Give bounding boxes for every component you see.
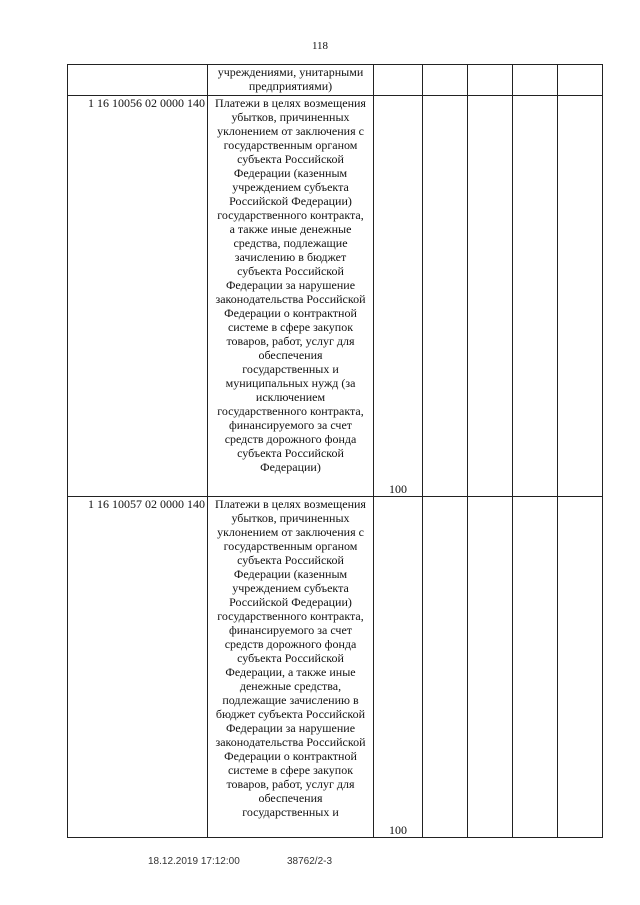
name-line: обеспечения bbox=[258, 791, 323, 805]
name-line: убытков, причиненных bbox=[231, 511, 350, 525]
name-line: субъекта Российской bbox=[237, 651, 344, 665]
name-line: системе в сфере закупок bbox=[227, 763, 354, 777]
name-line: средств дорожного фонда bbox=[224, 637, 357, 651]
page-number: 118 bbox=[311, 40, 329, 52]
name-line: Платежи в целях возмещения bbox=[215, 497, 366, 511]
name-line: законодательства Российской bbox=[215, 735, 366, 749]
name-line: системе в сфере закупок bbox=[227, 320, 354, 334]
name-line: финансируемого за счет bbox=[228, 418, 353, 432]
name-line: Российской Федерации) bbox=[229, 194, 352, 208]
name-line: а также иные денежные bbox=[229, 222, 352, 236]
name-line: законодательства Российской bbox=[215, 292, 366, 306]
row-name bbox=[208, 96, 374, 497]
empty-cell bbox=[558, 497, 603, 838]
budget-table bbox=[67, 64, 603, 838]
table-row bbox=[68, 497, 603, 838]
empty-cell bbox=[468, 96, 513, 497]
table-row bbox=[68, 96, 603, 497]
name-line: бюджет субъекта Российской bbox=[215, 707, 366, 721]
name-line: товаров, работ, услуг для bbox=[226, 334, 355, 348]
name-line: уклонением от заключения с bbox=[217, 124, 364, 138]
empty-cell bbox=[423, 497, 468, 838]
name-line: предприятиями) bbox=[248, 79, 333, 93]
name-line: государственным органом bbox=[223, 539, 358, 553]
name-line: государственных и bbox=[242, 362, 339, 376]
name-line: Федерации о контрактной bbox=[224, 749, 357, 763]
name-line: товаров, работ, услуг для bbox=[226, 777, 355, 791]
row-percent: 100 bbox=[374, 96, 423, 497]
empty-cell bbox=[513, 65, 558, 96]
table-row bbox=[68, 65, 603, 96]
empty-cell bbox=[468, 497, 513, 838]
row-code bbox=[68, 65, 208, 96]
row-percent bbox=[374, 65, 423, 96]
name-line: государственным органом bbox=[223, 138, 358, 152]
name-line: Федерации о контрактной bbox=[224, 306, 357, 320]
name-line: Федерации (казенным bbox=[233, 567, 348, 581]
name-line: государственного контракта, bbox=[217, 404, 364, 418]
name-line: Российской Федерации) bbox=[229, 595, 352, 609]
name-line: Федерации (казенным bbox=[233, 166, 348, 180]
empty-cell bbox=[558, 65, 603, 96]
empty-cell bbox=[558, 96, 603, 497]
footer-doc-id: 38762/2-3 bbox=[287, 856, 333, 867]
name-line: учреждением субъекта bbox=[232, 581, 349, 595]
name-line: Федерации, а также иные bbox=[225, 665, 356, 679]
row-code: 1 16 10057 02 0000 140 bbox=[68, 497, 208, 838]
name-line: убытков, причиненных bbox=[231, 110, 350, 124]
name-line: обеспечения bbox=[258, 348, 323, 362]
name-line: государственного контракта, bbox=[217, 208, 364, 222]
name-line: зачислению в бюджет bbox=[234, 250, 347, 264]
empty-cell bbox=[423, 65, 468, 96]
name-line: денежные средства, bbox=[239, 679, 342, 693]
name-line: финансируемого за счет bbox=[228, 623, 353, 637]
row-code: 1 16 10056 02 0000 140 bbox=[68, 96, 208, 497]
name-line: Федерации за нарушение bbox=[225, 278, 356, 292]
name-line: средств дорожного фонда bbox=[224, 432, 357, 446]
name-line: субъекта Российской bbox=[237, 152, 344, 166]
row-name bbox=[208, 65, 374, 96]
name-line: подлежащие зачислению в bbox=[222, 693, 359, 707]
name-line: субъекта Российской bbox=[237, 446, 344, 460]
name-line: Платежи в целях возмещения bbox=[215, 96, 366, 110]
empty-cell bbox=[468, 65, 513, 96]
name-line: уклонением от заключения с bbox=[217, 525, 364, 539]
name-line: учреждениями, унитарными bbox=[217, 65, 364, 79]
name-line: государственных и bbox=[242, 805, 339, 819]
row-name bbox=[208, 497, 374, 838]
name-line: муниципальных нужд (за bbox=[225, 376, 356, 390]
name-line: средства, подлежащие bbox=[233, 236, 348, 250]
empty-cell bbox=[513, 497, 558, 838]
name-line: государственного контракта, bbox=[217, 609, 364, 623]
name-line: Федерации за нарушение bbox=[225, 721, 356, 735]
footer-timestamp: 18.12.2019 17:12:00 bbox=[148, 856, 240, 867]
name-line: учреждением субъекта bbox=[232, 180, 349, 194]
name-line: Федерации) bbox=[260, 460, 321, 474]
empty-cell bbox=[513, 96, 558, 497]
name-line: исключением bbox=[255, 390, 326, 404]
row-percent: 100 bbox=[374, 497, 423, 838]
name-line: субъекта Российской bbox=[237, 264, 344, 278]
empty-cell bbox=[423, 96, 468, 497]
name-line: субъекта Российской bbox=[237, 553, 344, 567]
